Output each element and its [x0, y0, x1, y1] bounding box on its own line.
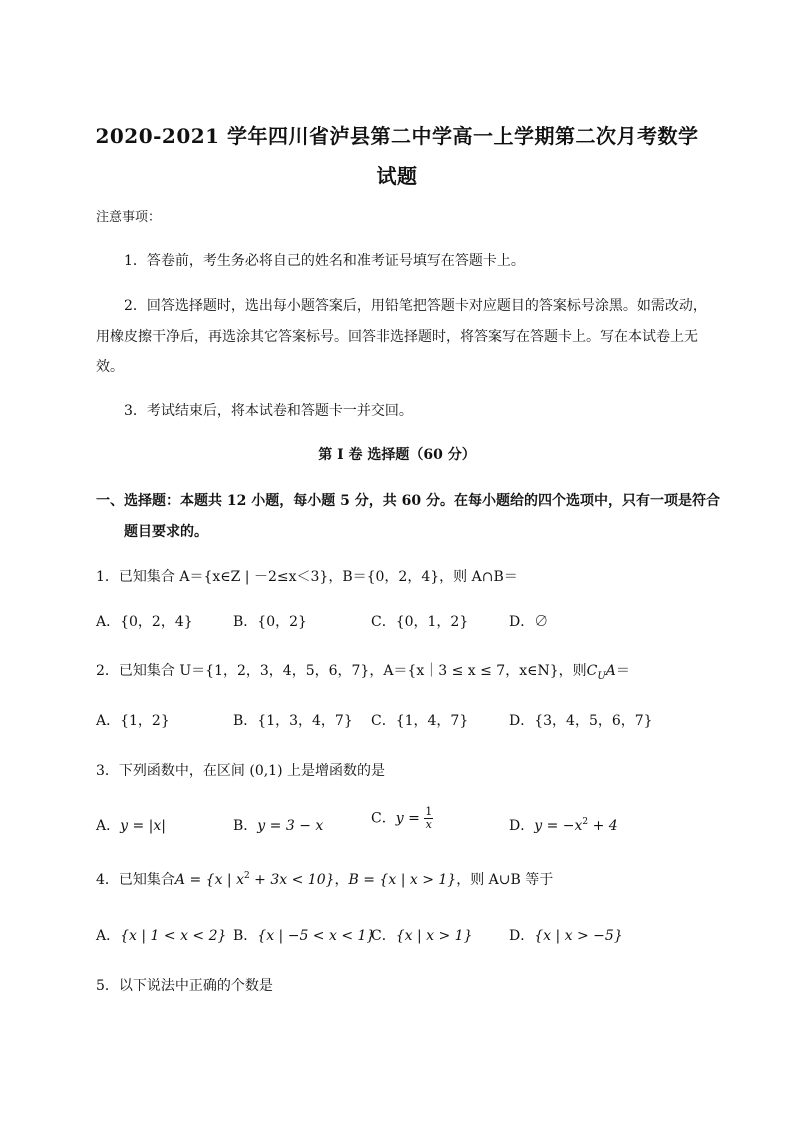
question-2-stem-suffix: ＝: [615, 663, 630, 679]
question-2-stem: [96, 660, 630, 682]
option-label: C．: [371, 928, 396, 944]
question-4-option-b: [233, 925, 375, 945]
option-expression: {x | 1 < x < 2}: [120, 928, 227, 944]
option-expression: {x | x > 1}: [395, 928, 473, 944]
question-1-option-d: D．∅: [509, 614, 549, 630]
section-title: 第 I 卷 选择题（60 分）: [318, 447, 476, 463]
option-expression-tail: + 4: [588, 818, 618, 834]
question-1-option-b: B．{0，2}: [233, 614, 307, 630]
option-label: C．: [371, 810, 396, 827]
option-label: D．: [509, 928, 535, 944]
option-expression: y = |x|: [120, 818, 166, 834]
question-1-stem: 1．已知集合 A＝{x∈Z | －2≤x＜3}，B＝{0，2，4}，则 A∩B＝: [96, 569, 518, 585]
question-4-option-a: [96, 925, 226, 945]
notice-item-2-line-2: 用橡皮擦干净后，再选涂其它答案标号。回答非选择题时，将答案写在答题卡上。写在本试卷上无: [96, 329, 698, 345]
exam-title-line2: 试题: [376, 164, 418, 188]
complement-set: A: [605, 663, 616, 679]
notice-item-1: 1．答卷前，考生务必将自己的姓名和准考证号填写在答题卡上。: [124, 253, 525, 269]
set-b-definition: B = {x | x > 1}: [348, 872, 457, 888]
option-expression: {x | −5 < x < 1}: [257, 928, 376, 944]
part1-instructions-line-1: 一、选择题：本题共 12 小题，每小题 5 分，共 60 分。在每小题给的四个选项中，只有一项是符合: [96, 493, 720, 509]
set-a-definition: A = {x | x: [174, 872, 244, 888]
question-2-option-a: A．{1，2}: [96, 713, 170, 729]
fraction: [424, 806, 433, 831]
notice-item-3: 3．考试结束后，将本试卷和答题卡一并交回。: [124, 403, 413, 419]
question-3-stem: 3．下列函数中，在区间 (0,1) 上是增函数的是: [96, 763, 385, 779]
question-2-option-b: B．{1，3，4，7}: [233, 713, 353, 729]
part1-instructions-line-2: 题目要求的。: [124, 524, 208, 540]
option-expression-lhs: y =: [395, 810, 420, 827]
complement-symbol: C: [586, 663, 598, 679]
fraction-denominator: x: [425, 818, 432, 831]
question-3-option-a: [96, 815, 166, 835]
complement-subscript: U: [597, 671, 606, 682]
question-1-option-c: C．{0，1，2}: [371, 614, 469, 630]
question-2-option-d: D．{3，4，5，6，7}: [509, 713, 653, 729]
question-3-option-c: [371, 806, 433, 831]
option-expression: y = −x: [534, 818, 583, 834]
exponent: 2: [582, 817, 589, 827]
option-label: B．: [233, 928, 258, 944]
exam-title-line1: 2020-2021 学年四川省泸县第二中学高一上学期第二次月考数学: [95, 124, 699, 148]
question-4-stem-suffix: ，则 A∪B 等于: [456, 872, 554, 888]
notice-item-2-line-1: 2．回答选择题时，选出每小题答案后，用铅笔把答题卡对应题目的答案标号涂黑。如需改动，: [124, 298, 707, 314]
option-label: A．: [96, 928, 121, 944]
question-5-stem: 5．以下说法中正确的个数是: [96, 978, 273, 994]
option-expression: y = 3 − x: [257, 818, 324, 834]
fraction-numerator: 1: [425, 805, 433, 818]
question-2-option-c: C．{1，4，7}: [371, 713, 469, 729]
option-label: B．: [233, 818, 258, 834]
question-3-option-b: [233, 815, 323, 835]
notice-heading: 注意事项：: [96, 210, 162, 225]
question-4-option-d: [509, 925, 623, 945]
question-3-option-d: [509, 815, 618, 835]
option-label: D．: [509, 818, 535, 834]
notice-item-2-line-3: 效。: [96, 359, 124, 375]
option-label: A．: [96, 818, 121, 834]
question-4-option-c: [371, 925, 472, 945]
separator: ，: [334, 872, 349, 888]
question-2-stem-prefix: 2．已知集合 U＝{1，2，3，4，5，6，7}，A＝{x｜3 ≤ x ≤ 7，x∈N}，则: [96, 663, 587, 679]
question-4-stem: [96, 869, 553, 889]
question-4-stem-prefix: 4．已知集合: [96, 872, 175, 888]
exponent: 2: [243, 871, 250, 881]
question-1-option-a: A．{0，2，4}: [96, 614, 193, 630]
option-expression: {x | x > −5}: [534, 928, 623, 944]
set-a-definition-tail: + 3x < 10}: [249, 872, 335, 888]
